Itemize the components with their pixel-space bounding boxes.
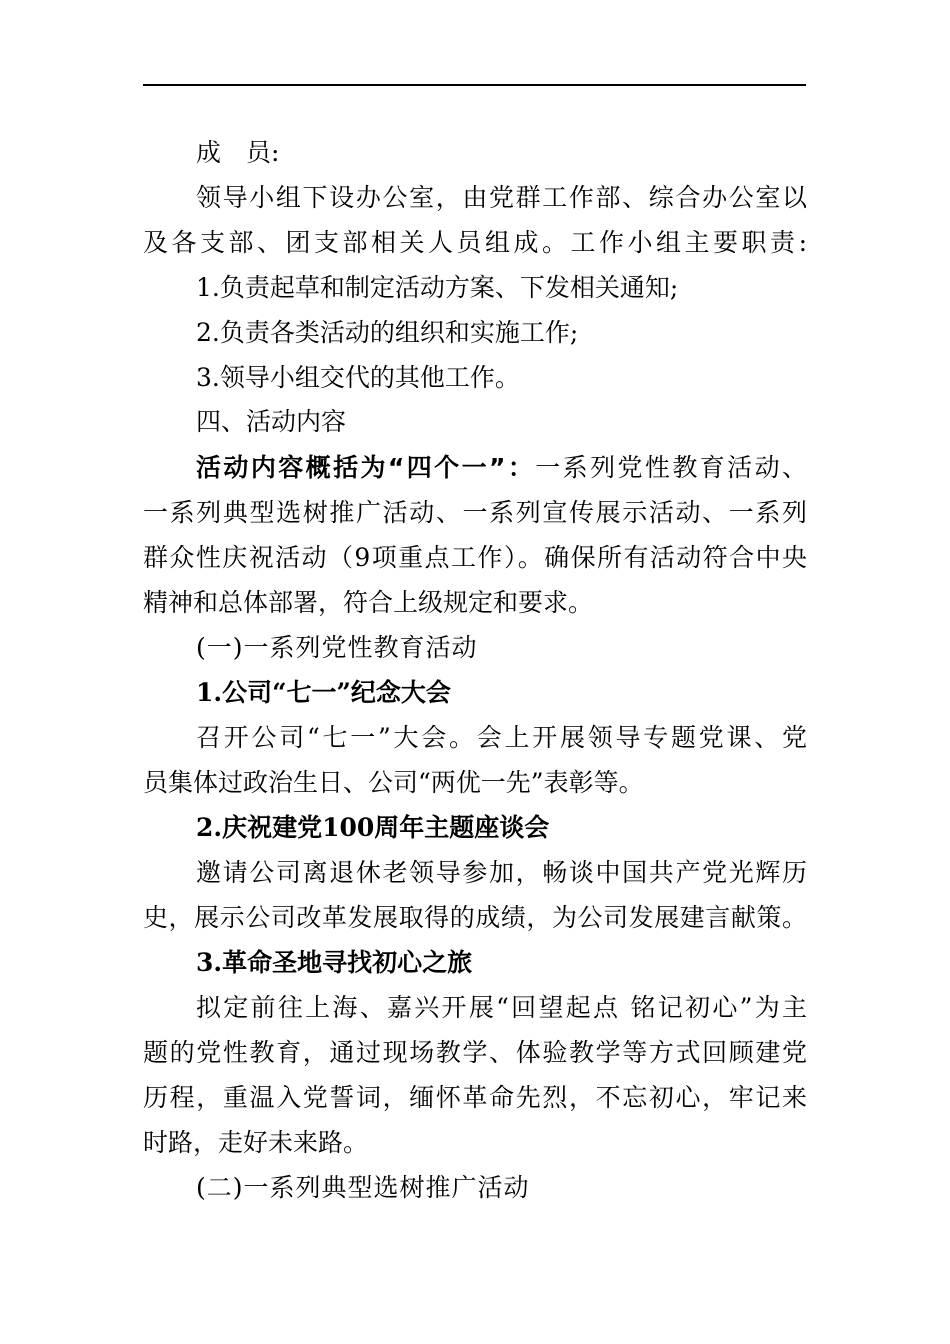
lead-rest: 一系列党性教育活动、	[535, 453, 807, 482]
paragraph-line: 及各支部、团支部相关人员组成。工作小组主要职责:	[143, 228, 807, 257]
section-heading: 四、活动内容	[196, 407, 347, 436]
paragraph-line: 召开公司“七一”大会。会上开展领导专题党课、党	[196, 723, 807, 752]
subsection-heading-2: (二)一系列典型选树推广活动	[196, 1173, 530, 1202]
paragraph-line: 群众性庆祝活动（9项重点工作）。确保所有活动符合中央	[143, 543, 807, 572]
paragraph-line: 题的党性教育，通过现场教学、体验教学等方式回顾建党	[143, 1038, 807, 1067]
paragraph-line: 史，展示公司改革发展取得的成绩，为公司发展建言献策。	[143, 903, 807, 932]
paragraph-line: 一系列典型选树推广活动、一系列宣传展示活动、一系列	[143, 498, 807, 527]
item-heading-1: 1.公司“七一”纪念大会	[196, 678, 451, 707]
paragraph-line: 拟定前往上海、嘉兴开展“回望起点 铭记初心”为主	[196, 993, 807, 1022]
paragraph-line: 时路，走好未来路。	[143, 1128, 369, 1157]
lead-paragraph-line	[143, 453, 807, 483]
duty-item-1: 1.负责起草和制定活动方案、下发相关通知;	[196, 273, 679, 302]
members-label: 成 员:	[196, 138, 280, 167]
paragraph-line: 精神和总体部署，符合上级规定和要求。	[143, 588, 594, 617]
paragraph-line: 历程，重温入党誓词，缅怀革命先烈，不忘初心，牢记来	[143, 1083, 807, 1112]
paragraph-line: 员集体过政治生日、公司“两优一先”表彰等。	[143, 768, 644, 797]
item-heading-2: 2.庆祝建党100周年主题座谈会	[196, 813, 550, 842]
paragraph-line: 邀请公司离退休老领导参加，畅谈中国共产党光辉历	[196, 858, 807, 887]
lead-text: 活动内容概括为“四个一”：	[196, 453, 536, 482]
paragraph-line: 领导小组下设办公室，由党群工作部、综合办公室以	[196, 183, 807, 212]
header-rule	[143, 84, 806, 86]
subsection-heading-1: (一)一系列党性教育活动	[196, 633, 478, 662]
item-heading-3: 3.革命圣地寻找初心之旅	[196, 948, 473, 977]
duty-item-3: 3.领导小组交代的其他工作。	[196, 363, 520, 392]
duty-item-2: 2.负责各类活动的组织和实施工作;	[196, 318, 579, 347]
